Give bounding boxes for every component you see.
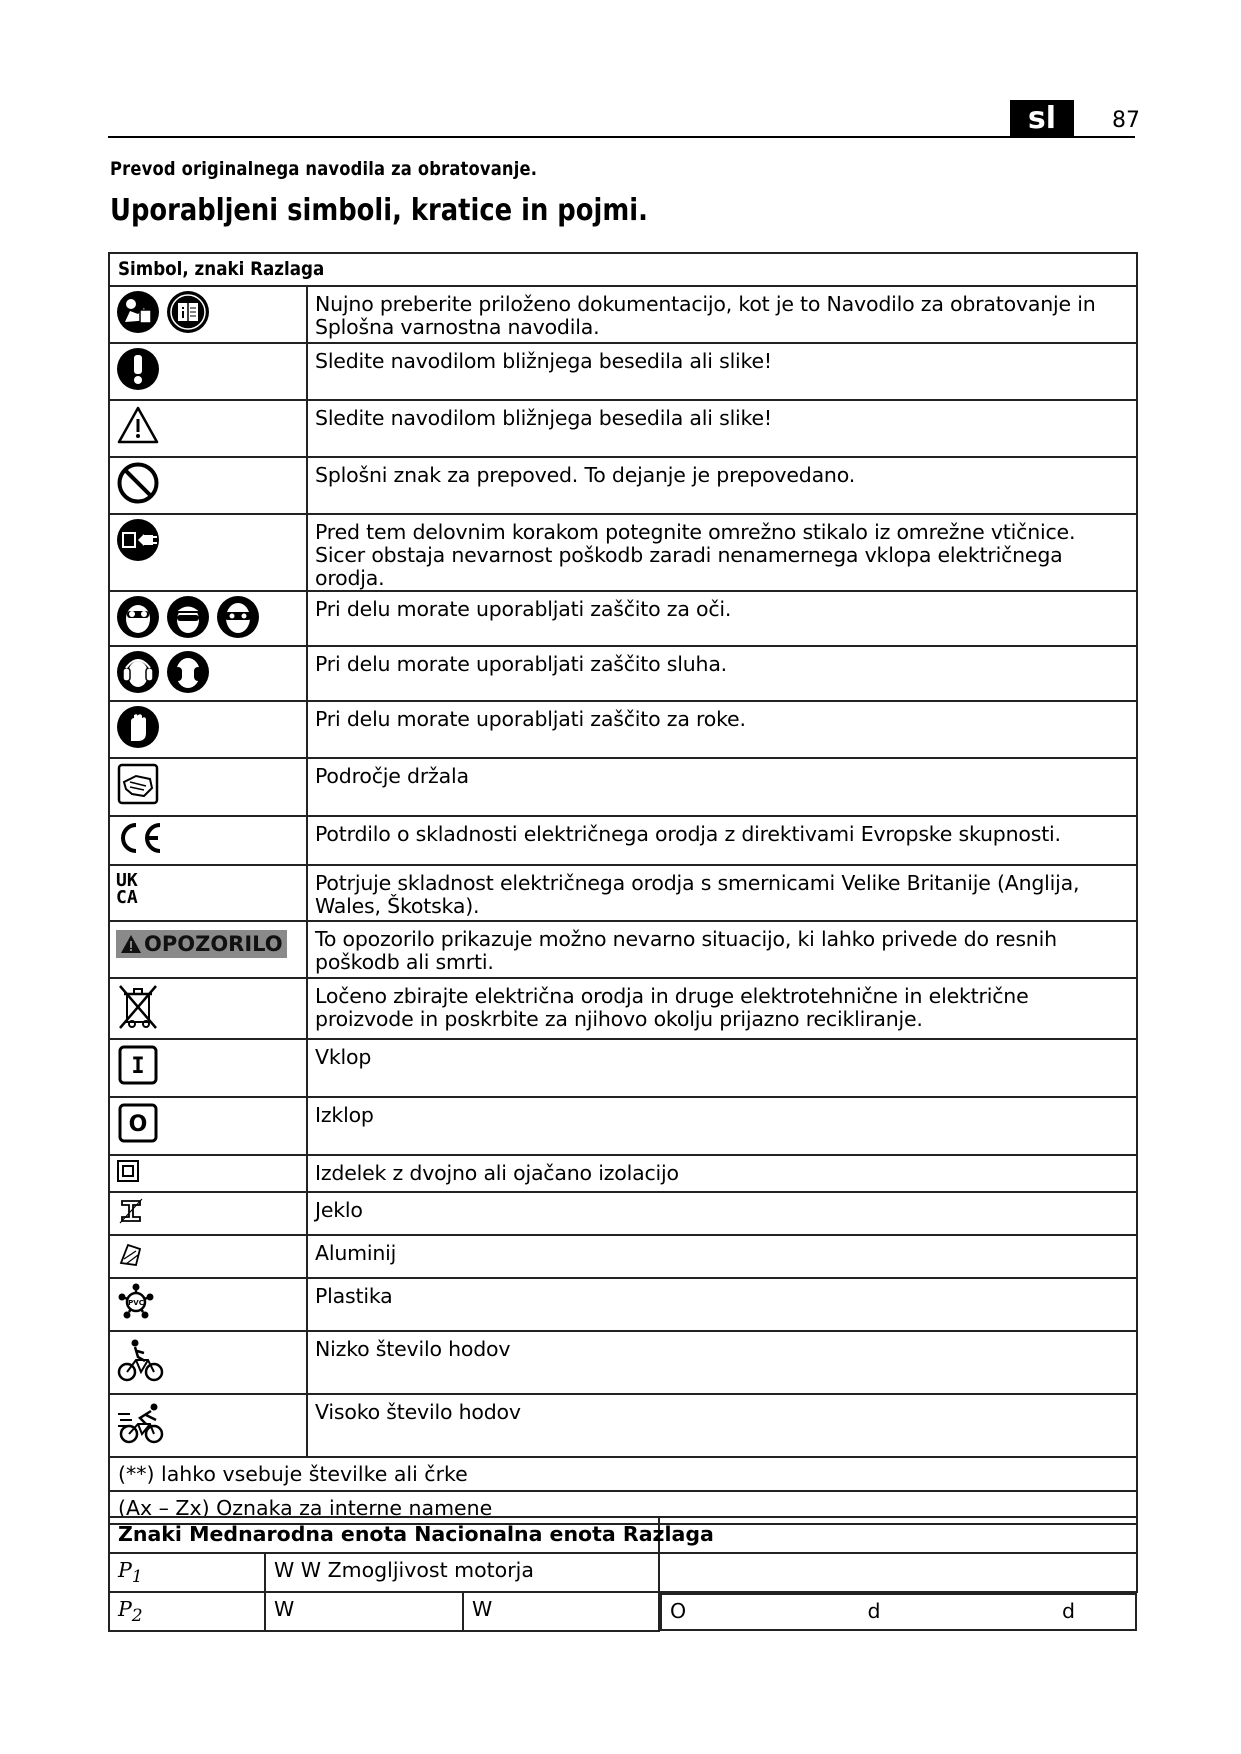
page-number: 87 [1112,108,1140,133]
switch-off-icon [116,1101,160,1145]
double-insulation-icon [116,1159,140,1183]
unit-national: W [463,1592,659,1631]
table-row [109,1592,1137,1631]
fast-bike-icon [116,1398,170,1448]
footnote-internal-marking: (Ax – Zx) Oznaka za interne namene [109,1491,1137,1524]
table-row [109,921,1137,978]
symbol-description: Vklop [307,1039,1137,1097]
table-row [109,701,1137,758]
table-row [109,1039,1137,1097]
exclamation-icon [116,347,160,391]
symbol-description: Splošni znak za prepoved. To dejanje je prepovedano. [307,457,1137,514]
units-table [108,1516,1138,1632]
table-row [109,1457,1137,1491]
safety-goggles-icon [216,595,260,639]
table-row [109,1097,1137,1155]
table-row [109,286,1137,343]
table-row [109,646,1137,701]
helmet-goggles-icon [166,595,210,639]
symbol-description: Plastika [307,1278,1137,1331]
ear-protection-icon [166,650,210,694]
unit-symbol: $P_1$ [109,1553,265,1592]
symbol-description: Pred tem delovnim korakom potegnite omrežno stikalo iz omrežne vtičnice. Sicer obstaja nevarnost poškodb zaradi nenamernega vklopa električnega orodja. [307,514,1137,591]
face-shield-icon [116,595,160,639]
table-row [109,816,1137,865]
symbol-description: Izklop [307,1097,1137,1155]
symbols-table-header: Simbol, znaki Razlaga [109,253,1137,286]
table-row [109,591,1137,646]
unit-international: W [265,1592,463,1631]
read-manual-icon [116,290,160,334]
table-row [109,457,1137,514]
slow-bike-icon [116,1335,166,1385]
symbol-description: Aluminij [307,1235,1137,1278]
unplug-icon [116,518,160,562]
switch-on-symbol: I [131,1054,145,1079]
language-badge: sl [1010,100,1074,137]
warning-triangle-icon [116,404,160,448]
warning-badge-icon [116,930,287,958]
page-title: Uporabljeni simboli, kratice in pojmi. [110,193,648,228]
units-table-header: Znaki Mednarodna enota Nacionalna enota Razlaga [109,1517,659,1553]
crossed-bin-icon [116,982,160,1030]
table-row [109,1394,1137,1457]
plastic-pvc-icon [116,1282,156,1322]
symbol-description: To opozorilo prikazuje možno nevarno situacijo, ki lahko privede do resnih poškodb ali smrti. [307,921,1137,978]
table-row [109,514,1137,591]
symbol-description: Visoko število hodov [307,1394,1137,1457]
symbols-table [108,252,1138,1525]
symbol-description: Jeklo [307,1192,1137,1235]
instruction-book-icon [166,290,210,334]
header-rule [108,136,1135,138]
table-row [109,400,1137,457]
units-table-header-empty [659,1517,1137,1553]
table-row [109,865,1137,921]
symbol-description: Sledite navodilom bližnjega besedila ali slike! [307,343,1137,400]
symbol-description: Področje držala [307,758,1137,816]
symbol-description: Sledite navodilom bližnjega besedila ali slike! [307,400,1137,457]
table-row [109,1278,1137,1331]
symbol-description: Izdelek z dvojno ali ojačano izolacijo [307,1155,1137,1192]
symbol-description: Nizko število hodov [307,1331,1137,1394]
document-subtitle: Prevod originalnega navodila za obratovanje. [110,158,538,180]
prohibition-icon [116,461,160,505]
table-row [109,978,1137,1039]
ukca-mark-icon: UK CA [116,870,138,908]
symbol-description: Nujno preberite priloženo dokumentacijo, kot je to Navodilo za obratovanje in Splošna varnostna navodila. [307,286,1137,343]
switch-off-symbol: O [128,1112,148,1137]
warning-triangle-icon [120,934,142,954]
symbol-description: Potrdilo o skladnosti električnega orodja z direktivami Evropske skupnosti. [307,816,1137,865]
symbol-description: Ločeno zbirajte električna orodja in druge elektrotehnične in električne proizvode in poskrbite za njihovo okolju prijazno recikliranje. [307,978,1137,1039]
warning-badge-label: OPOZORILO [144,932,283,956]
table-row [109,1192,1137,1235]
symbol-description: Pri delu morate uporabljati zaščito za roke. [307,701,1137,758]
unit-row-empty [659,1553,1137,1592]
unit-symbol: $P_2$ [109,1592,265,1631]
table-row [109,1235,1137,1278]
table-row [109,1553,1137,1592]
unit-description: O d d [660,1593,1137,1631]
pvc-label: PVC [128,1299,144,1307]
symbol-description: Pri delu morate uporabljati zaščito sluha. [307,646,1137,701]
aluminium-icon [116,1239,146,1269]
symbol-description: Potrjuje skladnost električnega orodja s smernicami Velike Britanije (Anglija, Wales, Škotska). [307,865,1137,921]
table-row [109,758,1137,816]
gloves-icon [116,705,160,749]
symbol-description: Pri delu morate uporabljati zaščito za oči. [307,591,1137,646]
table-row [109,1155,1137,1192]
unit-row-merged: W W Zmogljivost motorja [265,1553,659,1592]
table-row [109,1331,1137,1394]
table-row [109,343,1137,400]
ear-muffs-icon [116,650,160,694]
ce-mark-icon [116,820,164,856]
footnote-digits-letters: (**) lahko vsebuje številke ali črke [109,1457,1137,1491]
steel-icon [116,1196,146,1226]
grip-area-icon [116,762,160,806]
switch-on-icon [116,1043,160,1087]
